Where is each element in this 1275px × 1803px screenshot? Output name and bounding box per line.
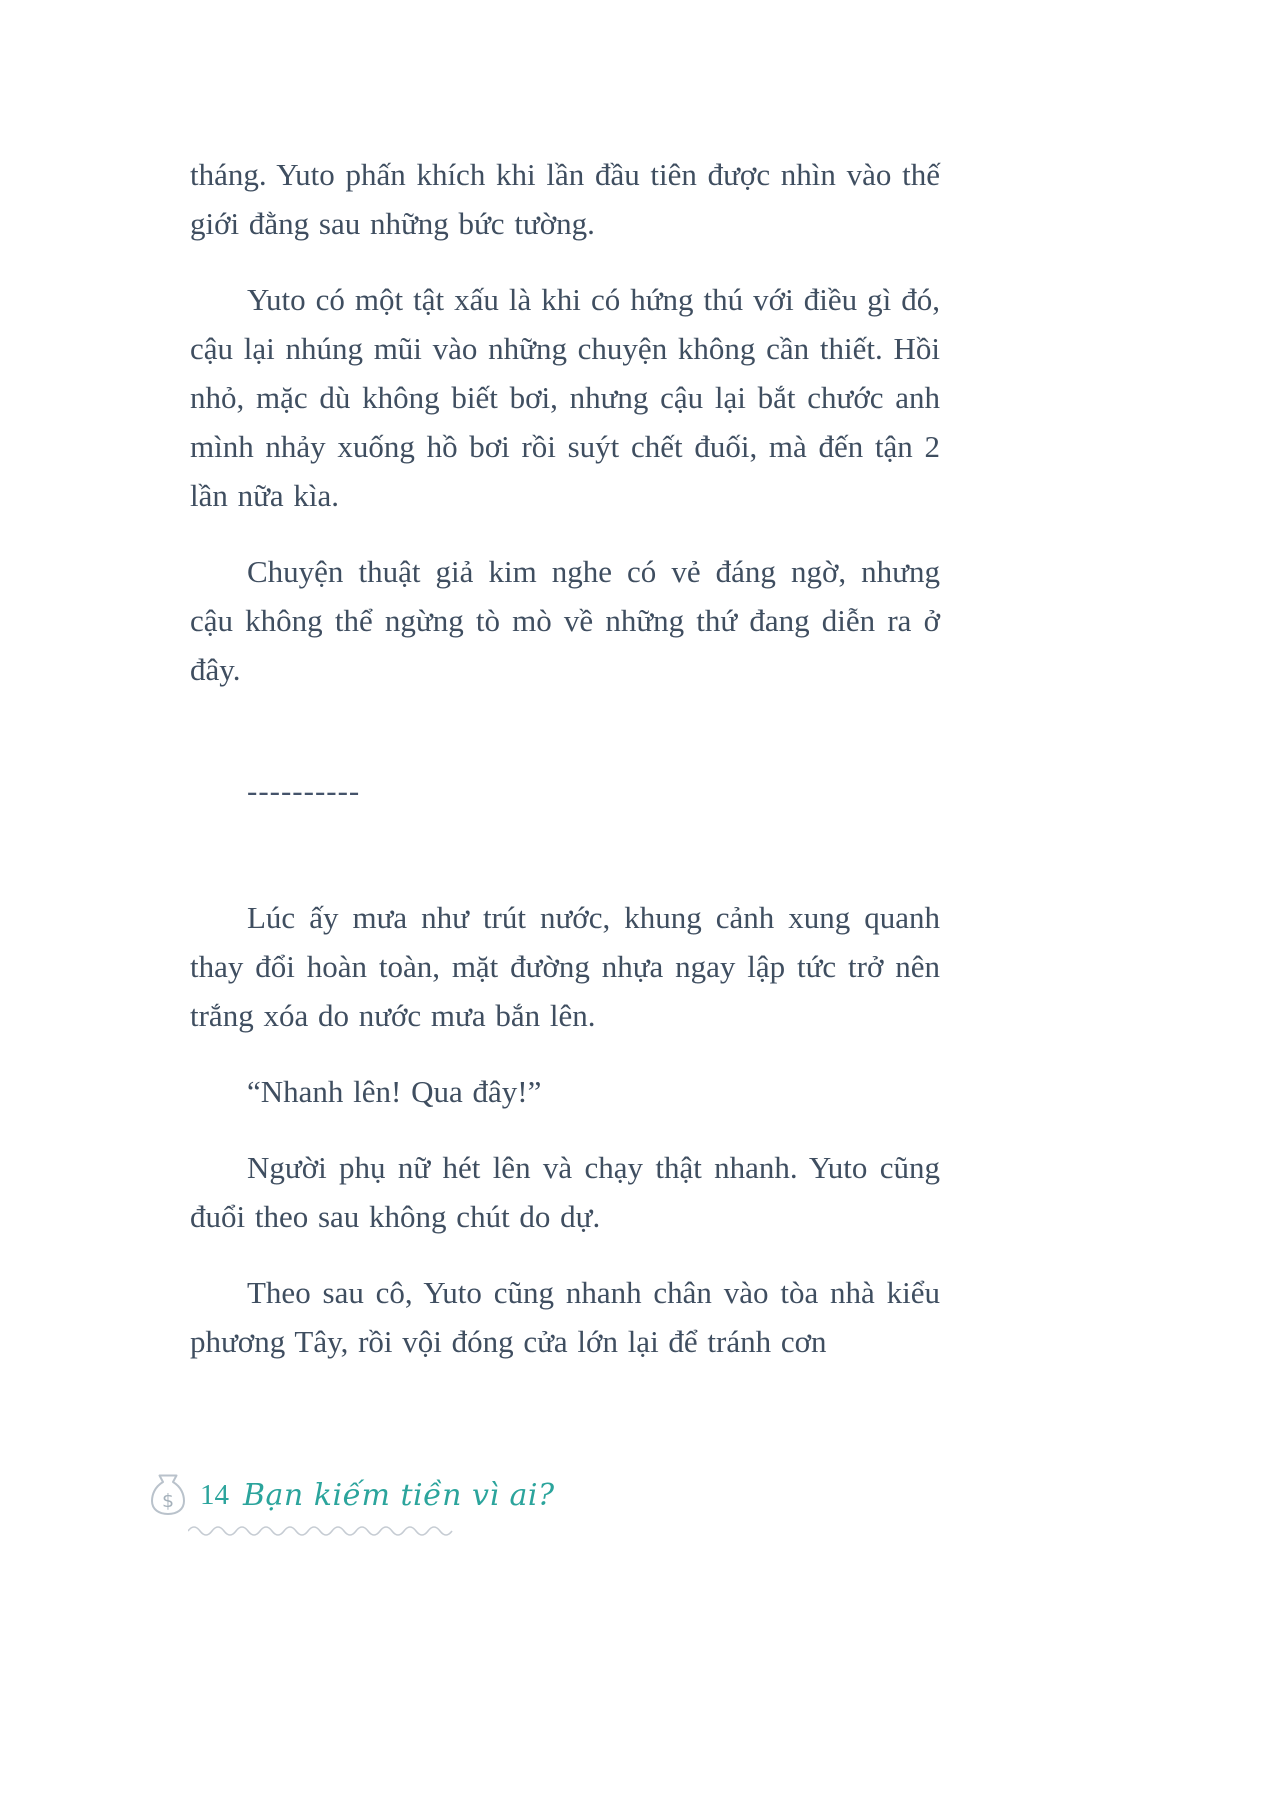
page-content — [190, 150, 940, 1393]
paragraph: “Nhanh lên! Qua đây!” — [247, 1074, 542, 1109]
page-footer — [148, 1472, 628, 1536]
paragraph: Người phụ nữ hét lên và chạy thật nhanh. Yuto cũng đuổi theo sau không chút do dự. — [190, 1150, 940, 1234]
money-bag-icon — [148, 1472, 188, 1518]
section-divider: ---------- — [247, 773, 361, 808]
svg-text:$: $ — [161, 1490, 175, 1512]
paragraph: Theo sau cô, Yuto cũng nhanh chân vào tòa nhà kiểu phương Tây, rồi vội đóng cửa lớn lại để tránh cơn — [190, 1275, 940, 1359]
footer-row — [148, 1472, 628, 1518]
paragraph: tháng. Yuto phấn khích khi lần đầu tiên được nhìn vào thế giới đằng sau những bức tường. — [190, 157, 940, 241]
book-title: Bạn kiếm tiền vì ai? — [243, 1477, 555, 1513]
paragraph: Lúc ấy mưa như trút nước, khung cảnh xung quanh thay đổi hoàn toàn, mặt đường nhựa ngay lập tức trở nên trắng xóa do nước mưa bắn lên. — [190, 900, 940, 1033]
paragraph: Chuyện thuật giả kim nghe có vẻ đáng ngờ, nhưng cậu không thể ngừng tò mò về những thứ đang diễn ra ở đây. — [190, 554, 940, 687]
page-number: 14 — [200, 1478, 229, 1511]
wave-underline — [188, 1524, 468, 1536]
paragraph: Yuto có một tật xấu là khi có hứng thú với điều gì đó, cậu lại nhúng mũi vào những chuyện không cần thiết. Hồi nhỏ, mặc dù không biết bơi, nhưng cậu lại bắt chước anh mình nhảy xuống hồ bơi rồi suýt chết đuối, mà đến tận 2 lần nữa kìa. — [190, 282, 940, 513]
